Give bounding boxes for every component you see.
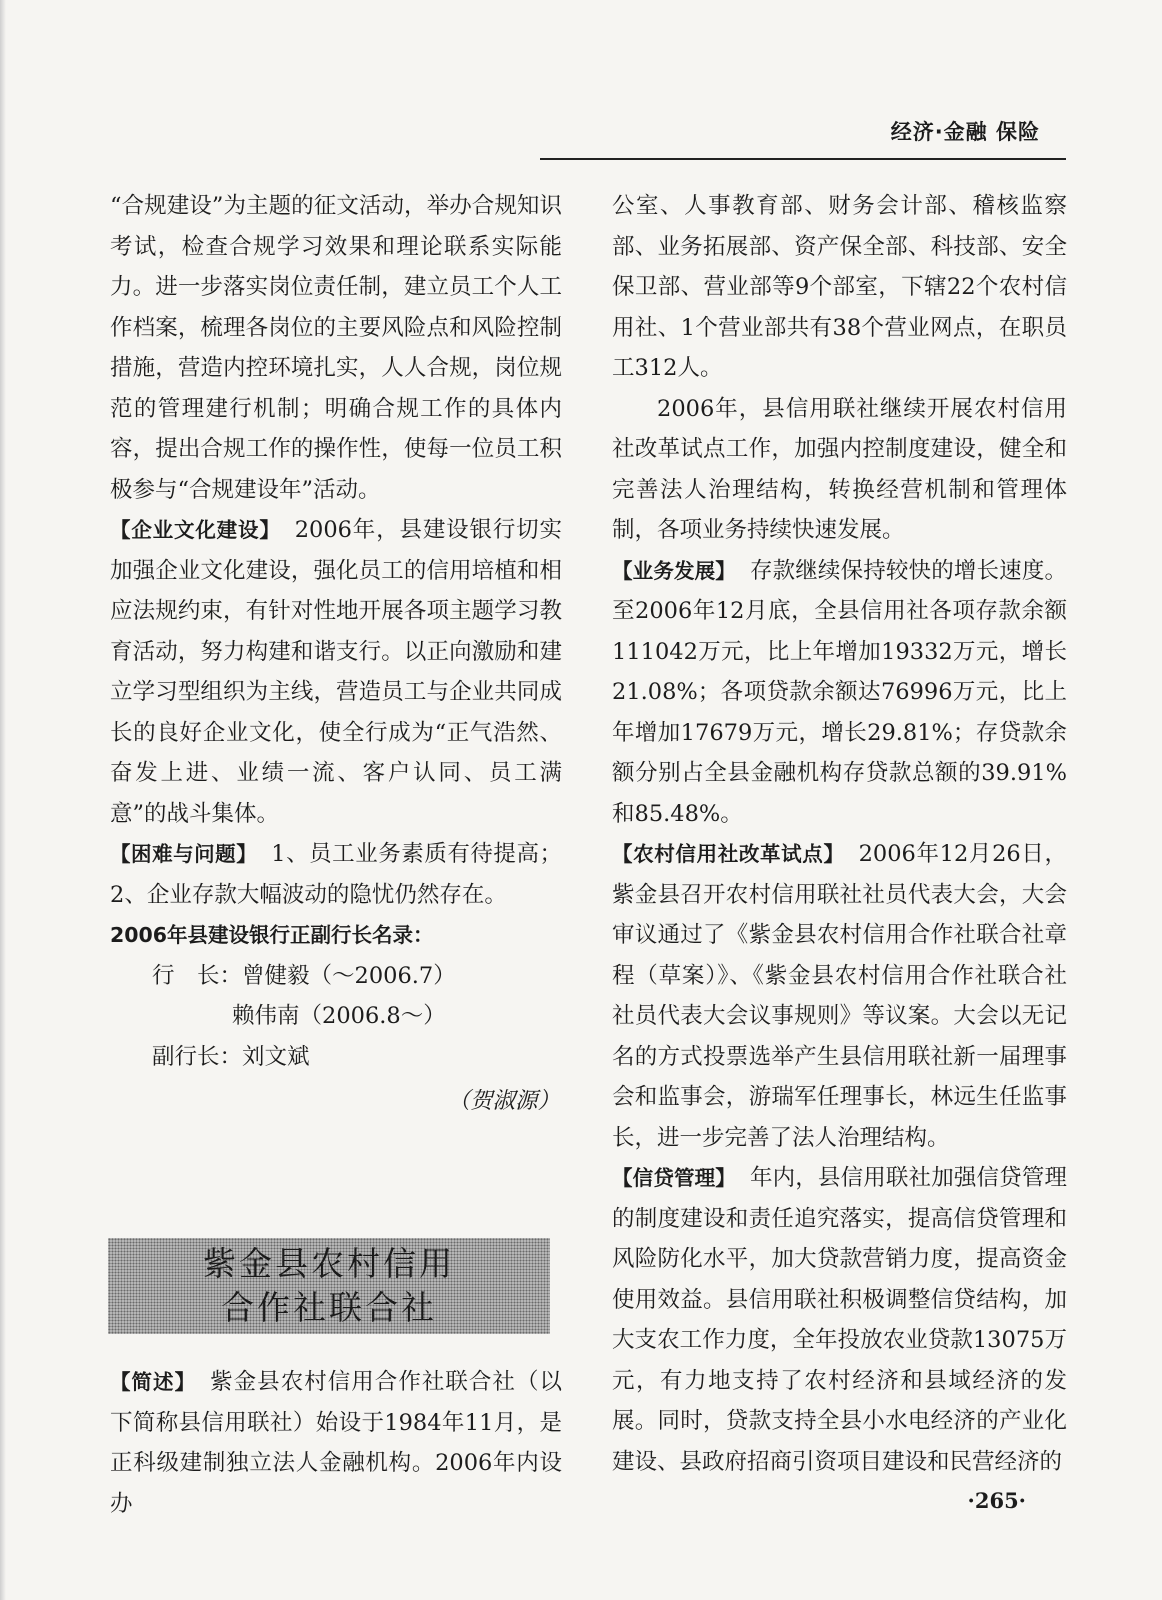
roster-title: 2006年县建设银行正副行长名录： <box>110 923 434 947</box>
scan-shadow <box>0 0 6 1600</box>
roster-president: 行 长：曾健毅（～2006.7） <box>152 962 456 989</box>
paragraph-reform-overview: 2006年，县信用联社继续开展农村信用社改革试点工作，加强内控制度建设，健全和完善法人治理结构，转换经营机制和管理体制，各项业务持续快速发展。 <box>612 395 1067 543</box>
summary-tag: 【简述】 <box>110 1370 197 1394</box>
culture-tag: 【企业文化建设】 <box>110 518 281 542</box>
business-tag: 【业务发展】 <box>612 558 736 583</box>
paragraph-credit <box>612 1158 1067 1482</box>
paragraph-summary <box>110 1362 562 1524</box>
roster-vice-president: 副行长：刘文斌 <box>152 1043 310 1070</box>
credit-text: 年内，县信用联社加强信贷管理的制度建设和责任追究落实，提高信贷管理和风险防化水平，加大贷款营销力度，提高资金使用效益。县信用联社积极调整信贷结构，加大支农工作力度，全年投放农业贷款13075万元，有力地支持了农村经济和县域经济的发展。同时，贷款支持全县小水电经济的产业化建设、县政府招商引资项目建设和民营经济的 <box>612 1165 1067 1475</box>
problem-text: 1、员工业务素质有待提高；2、企业存款大幅波动的隐忧仍然存在。 <box>110 841 562 908</box>
right-column <box>612 186 1067 1482</box>
paragraph-culture <box>110 510 562 834</box>
section-title-line-1: 紫金县农村信用 <box>203 1244 455 1283</box>
problem-tag: 【困难与问题】 <box>110 842 258 866</box>
section-title-line-2: 合作社联合社 <box>221 1288 437 1327</box>
header-rule <box>540 158 1066 160</box>
left-column-bottom <box>110 1362 562 1524</box>
business-text: 存款继续保持较快的增长速度。至2006年12月底，全县信用社各项存款余额111042万元，比上年增加19332万元，增长21.08%；各项贷款余额达76996万元，比上年增加17679万元，增长29.81%；存贷款余额分别占全县金融机构存贷款总额的39.91%和85.48%。 <box>612 557 1067 827</box>
roster-president-2: 赖伟南（2006.8～） <box>232 1003 446 1029</box>
reform-text: 2006年12月26日，紫金县召开农村信用联社社员代表大会，大会审议通过了《紫金县农村信用合作社联合社章程（草案）》、《紫金县农村信用合作社联合社社员代表大会议事规则》等议案。大会以无记名的方式投票选举产生县信用联社新一届理事会和监事会，游瑞军任理事长，林远生任监事长，进一步完善了法人治理结构。 <box>612 841 1068 1151</box>
paragraph-problems <box>110 834 562 915</box>
reform-tag: 【农村信用社改革试点】 <box>612 842 845 866</box>
section-header: 经济·金融 保险 <box>890 120 1040 144</box>
paragraph-business <box>612 551 1067 835</box>
left-column <box>110 186 562 1122</box>
paragraph-reform <box>612 834 1067 1158</box>
section-title-box <box>108 1238 550 1334</box>
credit-tag: 【信贷管理】 <box>612 1166 736 1190</box>
paragraph-compliance: “合规建设”为主题的征文活动，举办合规知识考试，检查合规学习效果和理论联系实际能力。进一步落实岗位责任制，建立员工个人工作档案，梳理各岗位的主要风险点和风险控制措施，营造内控环境扎实，人人合规，岗位规范的管理建行机制；明确合规工作的具体内容，提出合规工作的操作性，使每一位员工积极参与“合规建设年”活动。 <box>110 193 562 503</box>
summary-text: 紫金县农村信用合作社联合社（以下简称县信用联社）始设于1984年11月，是正科级建制独立法人金融机构。2006年内设办 <box>110 1369 562 1517</box>
page-number: ·265· <box>967 1488 1026 1513</box>
culture-text: 2006年，县建设银行切实加强企业文化建设，强化员工的信用培植和相应法规约束，有针对性地开展各项主题学习教育活动，努力构建和谐支行。以正向激励和建立学习型组织为主线，营造员工与企业共同成长的良好企业文化，使全行成为“正气浩然、奋发上进、业绩一流、客户认同、员工满意”的战斗集体。 <box>110 517 563 827</box>
paragraph-departments: 公室、人事教育部、财务会计部、稽核监察部、业务拓展部、资产保全部、科技部、安全保卫部、营业部等9个部室，下辖22个农村信用社、1个营业部共有38个营业网点，在职员工312人。 <box>612 193 1067 381</box>
author-signature: （贺淑源） <box>447 1088 560 1114</box>
